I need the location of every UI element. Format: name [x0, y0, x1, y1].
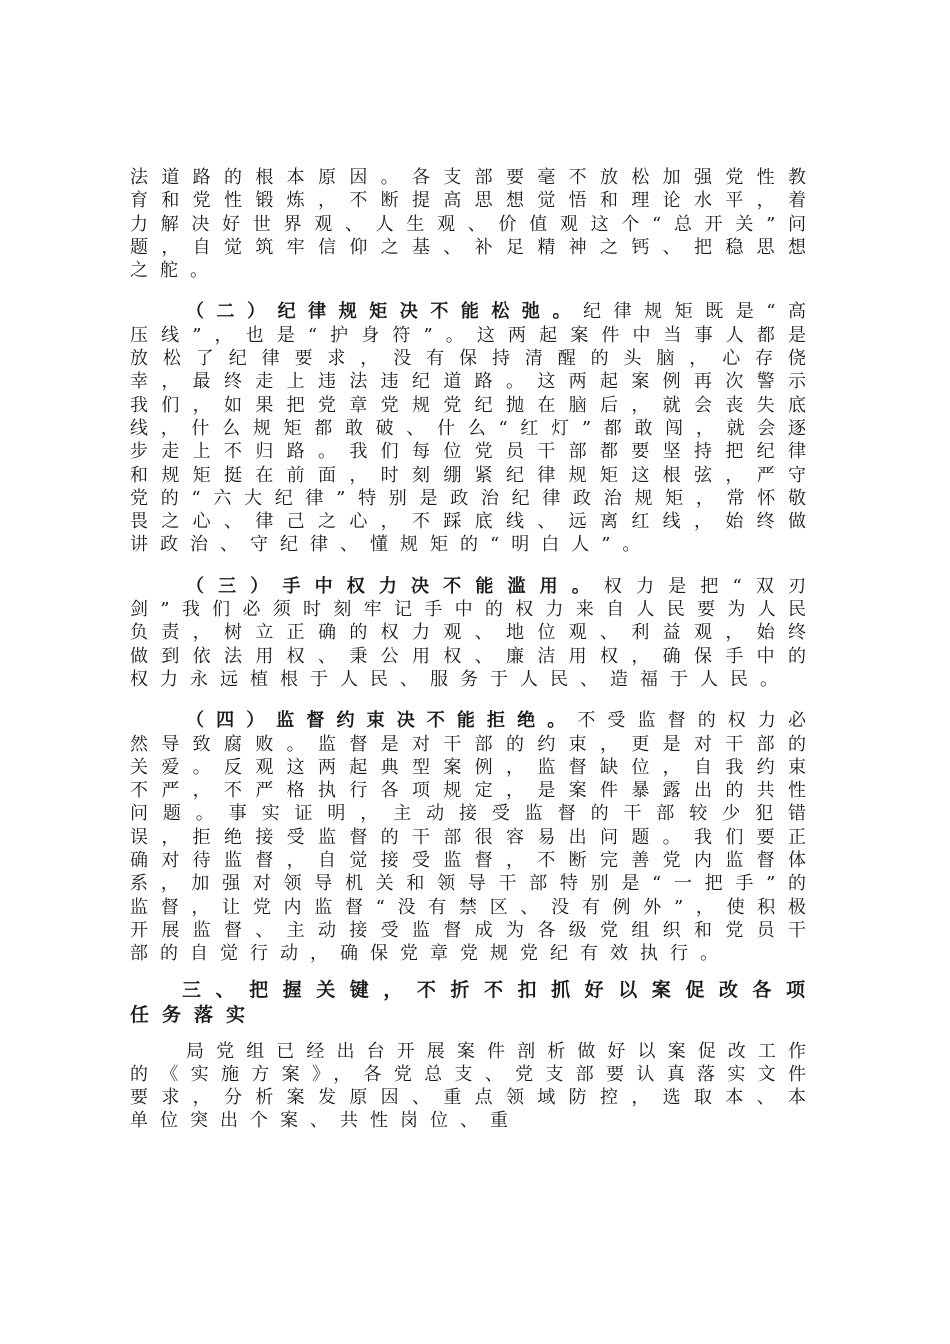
paragraph-4-text: 不受监督的权力必然导致腐败。监督是对干部的约束，更是对干部的关爱。反观这两起典型案例，监督缺位，自我约束不严，不严格执行各项规定，是案件暴露出的共性问题。事实证明，主动接受监督的干部较少犯错误，拒绝接受监督的干部很容易出问题。我们要正确对待监督，自觉接受监督，不断完善党内监督体系，加强对领导机关和领导干部特别是“一把手”的监督，让党内监督“没有禁区、没有例外”，使积极开展监督、主动接受监督成为各级党组织和党员干部的自觉行动，确保党章党规党纪有效执行。	[130, 710, 819, 965]
document-page	[130, 166, 818, 1133]
paragraph-2-lead: （二）纪律规矩决不能松弛。	[186, 301, 584, 323]
final-paragraph-text: 局党组已经出台开展案件剖析做好以案促改工作的《实施方案》，各党总支、党支部要认真落实文件要求，分析案发原因、重点领域防控，选取本、本单位突出个案、共性岗位、重	[130, 1040, 818, 1132]
paragraph-3	[130, 575, 818, 691]
paragraph-2-text: 纪律规矩既是“高压线”，也是“护身符”。这两起案件中当事人都是放松了纪律要求，没有保持清醒的头脑，心存侥幸，最终走上违法违纪道路。这两起案例再次警示我们，如果把党章党规党纪抛在脑后，就会丧失底线，什么规矩都敢破、什么“红灯”都敢闯，就会逐步走上不归路。我们每位党员干部都要坚持把纪律和规矩挺在前面，时刻绷紧纪律规矩这根弦，严守党的“六大纪律”特别是政治纪律政治规矩，常怀敬畏之心、律己之心，不踩底线、远离红线，始终做讲政治、守纪律、懂规矩的“明白人”。	[130, 301, 819, 556]
paragraph-2	[130, 300, 818, 556]
paragraph-1	[130, 166, 818, 282]
paragraph-1-text: 法道路的根本原因。各支部要毫不放松加强党性教育和党性锻炼，不断提高思想觉悟和理论水平，着力解决好世界观、人生观、价值观这个“总开关”问题，自觉筑牢信仰之基、补足精神之钙、把稳思想之舵。	[130, 167, 818, 282]
paragraph-4-lead: （四）监督约束决不能拒绝。	[186, 710, 578, 732]
paragraph-3-text: 权力是把“双刃剑”我们必须时刻牢记手中的权力来自人民要为人民负责，树立正确的权力观、地位观、利益观，始终做到依法用权、秉公用权、廉洁用权，确保手中的权力永远植根于人民、服务于人民、造福于人民。	[130, 575, 819, 690]
paragraph-4	[130, 709, 818, 965]
final-paragraph	[130, 1040, 818, 1133]
section-heading: 三、把握关键，不折不扣抓好以案促改各项任务落实	[130, 978, 818, 1026]
paragraph-3-lead: （三）手中权力决不能滥用。	[186, 575, 604, 597]
